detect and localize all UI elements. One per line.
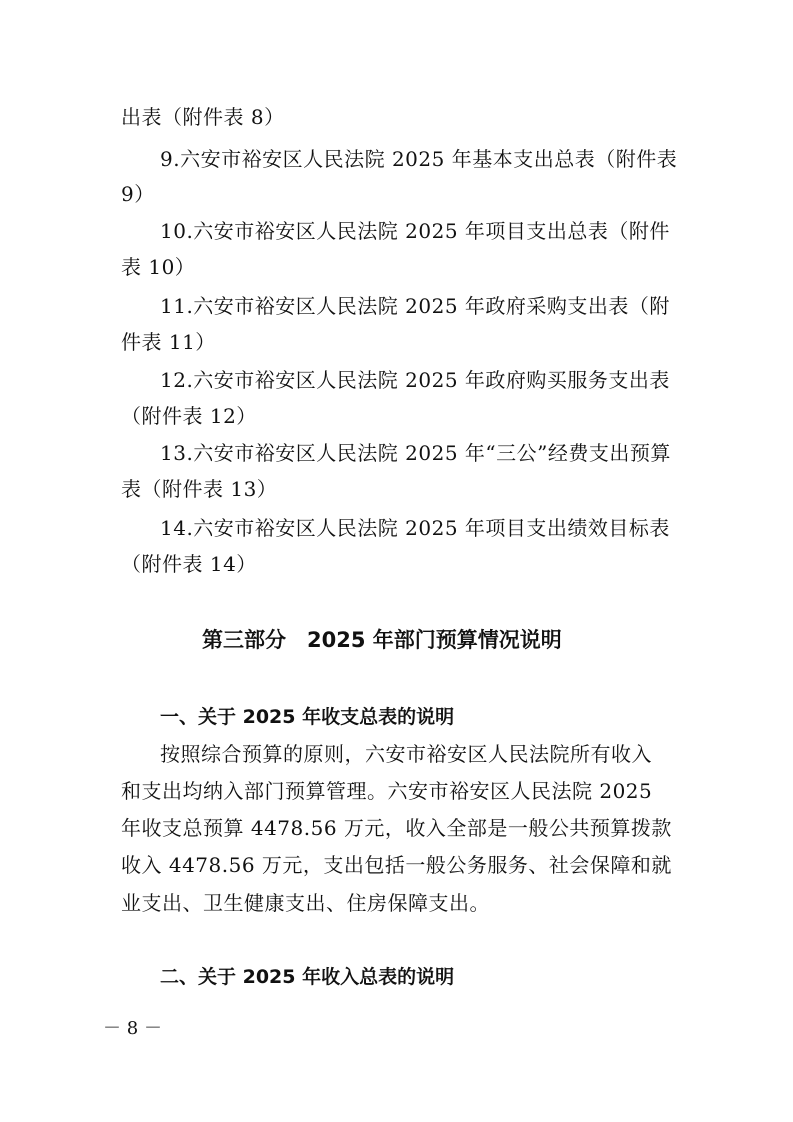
list-line: （附件表 14） xyxy=(121,552,257,576)
list-line: （附件表 12） xyxy=(121,404,257,428)
section-heading-1: 一、关于 2025 年收支总表的说明 xyxy=(160,706,455,728)
list-line: 表 10） xyxy=(121,255,196,279)
paragraph-line: 年收支总预算 4478.56 万元，收入全部是一般公共预算拨款 xyxy=(121,816,672,840)
list-line: 件表 11） xyxy=(121,330,216,354)
part-heading: 第三部分 2025 年部门预算情况说明 xyxy=(202,628,562,652)
paragraph-line: 和支出均纳入部门预算管理。六安市裕安区人民法院 2025 xyxy=(121,779,653,803)
paragraph-line: 收入 4478.56 万元，支出包括一般公务服务、社会保障和就 xyxy=(121,853,672,877)
list-line: 9） xyxy=(121,182,155,206)
list-line: 表（附件表 13） xyxy=(121,477,278,501)
paragraph-line: 按照综合预算的原则，六安市裕安区人民法院所有收入 xyxy=(160,742,652,766)
list-line: 出表（附件表 8） xyxy=(121,105,285,129)
page-number: － 8 － xyxy=(103,1018,162,1039)
list-item-11: 11.六安市裕安区人民法院 2025 年政府采购支出表（附 xyxy=(160,294,670,318)
paragraph-line: 业支出、卫生健康支出、住房保障支出。 xyxy=(121,891,490,915)
list-item-14: 14.六安市裕安区人民法院 2025 年项目支出绩效目标表 xyxy=(160,516,670,540)
list-item-12: 12.六安市裕安区人民法院 2025 年政府购买服务支出表 xyxy=(160,368,670,392)
list-item-9: 9.六安市裕安区人民法院 2025 年基本支出总表（附件表 xyxy=(160,147,678,171)
section-heading-2: 二、关于 2025 年收入总表的说明 xyxy=(160,966,455,988)
list-item-10: 10.六安市裕安区人民法院 2025 年项目支出总表（附件 xyxy=(160,219,670,243)
list-item-13: 13.六安市裕安区人民法院 2025 年“三公”经费支出预算 xyxy=(160,441,671,465)
